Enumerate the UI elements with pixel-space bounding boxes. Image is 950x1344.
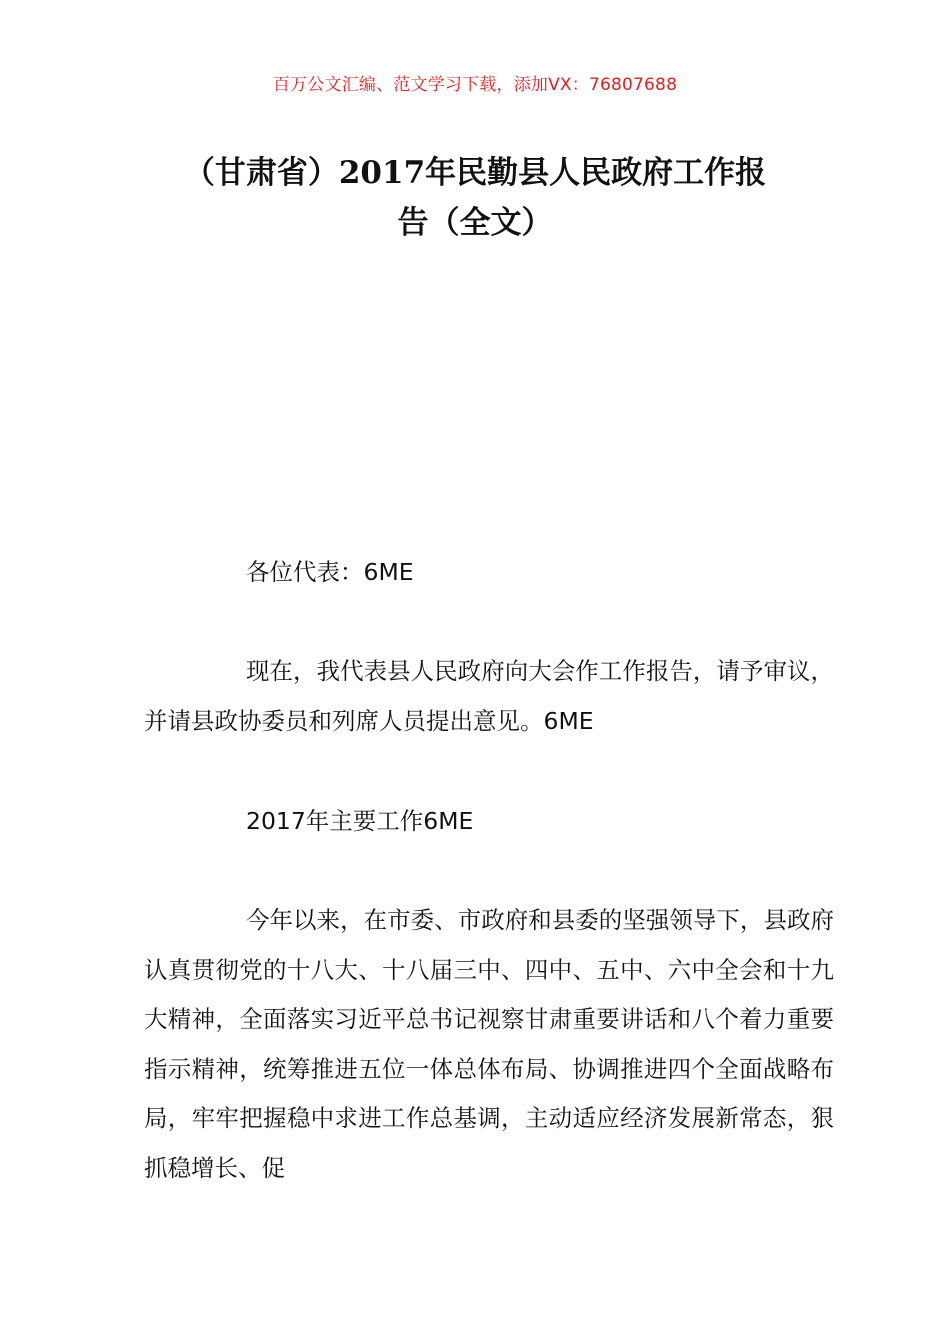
paragraph-body: [144, 896, 834, 1193]
paragraph-text: 现在，我代表县人民政府向大会作工作报告，请予审议，并请县政协委员和列席人员提出意见。6ME: [144, 657, 834, 735]
header-watermark-note: 百万公文汇编、范文学习下载，添加VX：76807688: [272, 75, 678, 95]
paragraph-intro: [144, 647, 834, 746]
title-line-1: （甘肃省）2017年民勤县人民政府工作报: [183, 155, 767, 191]
paragraph-greeting: [144, 548, 834, 598]
title-line-2: 告（全文）: [397, 205, 553, 241]
document-title: [120, 148, 830, 248]
paragraph-text: 各位代表：6ME: [246, 558, 414, 586]
section-heading-main-work: [144, 797, 834, 847]
paragraph-text: 2017年主要工作6ME: [246, 807, 474, 835]
paragraph-text: 今年以来，在市委、市政府和县委的坚强领导下，县政府认真贯彻党的十八大、十八届三中、四中、五中、六中全会和十九大精神，全面落实习近平总书记视察甘肃重要讲话和八个着力重要指示精神，统筹推进五位一体总体布局、协调推进四个全面战略布局，牢牢把握稳中求进工作总基调，主动适应经济发展新常态，狠抓稳增长、促: [144, 906, 834, 1182]
